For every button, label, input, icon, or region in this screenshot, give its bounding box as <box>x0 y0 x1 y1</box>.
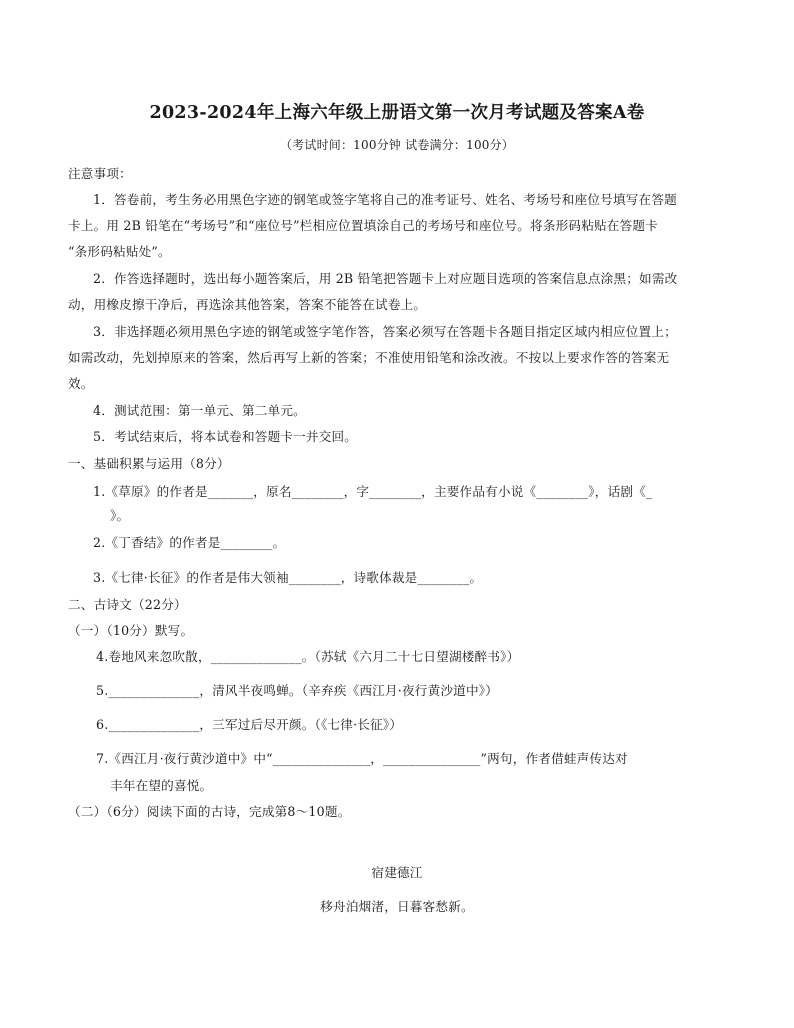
notice-line: 效。 <box>68 376 94 391</box>
section-heading: 一、基础积累与运用（8分） <box>68 456 230 471</box>
question-line: 2.《丁香结》的作者是________。 <box>93 535 286 550</box>
subsection-heading: （一）（10分）默写。 <box>68 623 194 638</box>
notice-line: 1．答卷前，考生务必用黑色字迹的钢笔或签字笔将自己的准考证号、姓名、考场号和座位号填写在答题 <box>93 192 677 207</box>
question-line: 7.《西江月·夜行黄沙道中》中“_______________，_______________”两句，作者借蛙声传达对 <box>96 751 628 766</box>
question-line: 6.______________，三军过后尽开颜。（《七律·长征》） <box>96 717 403 732</box>
notice-line: 如需改动，先划掉原来的答案，然后再写上新的答案；不准使用铅笔和涂改液。不按以上要求作答的答案无 <box>68 350 670 365</box>
notice-heading: 注意事项： <box>68 166 132 181</box>
notice-line: 2．作答选择题时，选出每小题答案后，用 2B 铅笔把答题卡上对应题目选项的答案信息点涂黑；如需改 <box>93 271 678 286</box>
poem-line: 移舟泊烟渚，日暮客愁新。 <box>320 899 474 914</box>
subsection-heading: （二）（6分）阅读下面的古诗，完成第8～10题。 <box>68 804 351 819</box>
exam-time-info: （考试时间：100分钟 试卷满分：100分） <box>279 138 515 152</box>
notice-line: 卡上。用 2B 铅笔在“考场号”和“座位号”栏相应位置填涂自己的考场号和座位号。将条形码粘贴在答题卡 <box>68 218 658 233</box>
section-heading: 二、古诗文（22分） <box>68 597 187 612</box>
question-line: 丰年在望的喜悦。 <box>110 778 213 793</box>
page-title: 2023-2024年上海六年级上册语文第一次月考试题及答案A卷 <box>149 103 645 123</box>
question-line: 4.卷地风来忽吹散，______________。（苏轼《六月二十七日望湖楼醉书》） <box>96 649 520 664</box>
question-line: 1.《草原》的作者是_______，原名________，字________，主要作品有小说《________》，话剧《_ <box>93 484 653 499</box>
notice-line: 5．考试结束后，将本试卷和答题卡一并交回。 <box>93 429 358 444</box>
notice-line: 3．非选择题必须用黑色字迹的钢笔或签字笔作答，答案必须写在答题卡各题目指定区域内相应位置上； <box>93 324 677 339</box>
notice-line: “条形码粘贴处”。 <box>68 244 171 259</box>
question-line: 5.______________，清风半夜鸣蝉。（辛弃疾《西江月·夜行黄沙道中》） <box>96 683 499 698</box>
question-line: 3.《七律·长征》的作者是伟大领袖________，诗歌体裁是________。 <box>93 570 483 585</box>
question-line: 》。 <box>110 508 130 523</box>
poem-title: 宿建德江 <box>371 865 423 880</box>
notice-line: 4．测试范围：第一单元、第二单元。 <box>93 403 306 418</box>
notice-line: 动，用橡皮擦干净后，再选涂其他答案，答案不能答在试卷上。 <box>68 297 427 312</box>
